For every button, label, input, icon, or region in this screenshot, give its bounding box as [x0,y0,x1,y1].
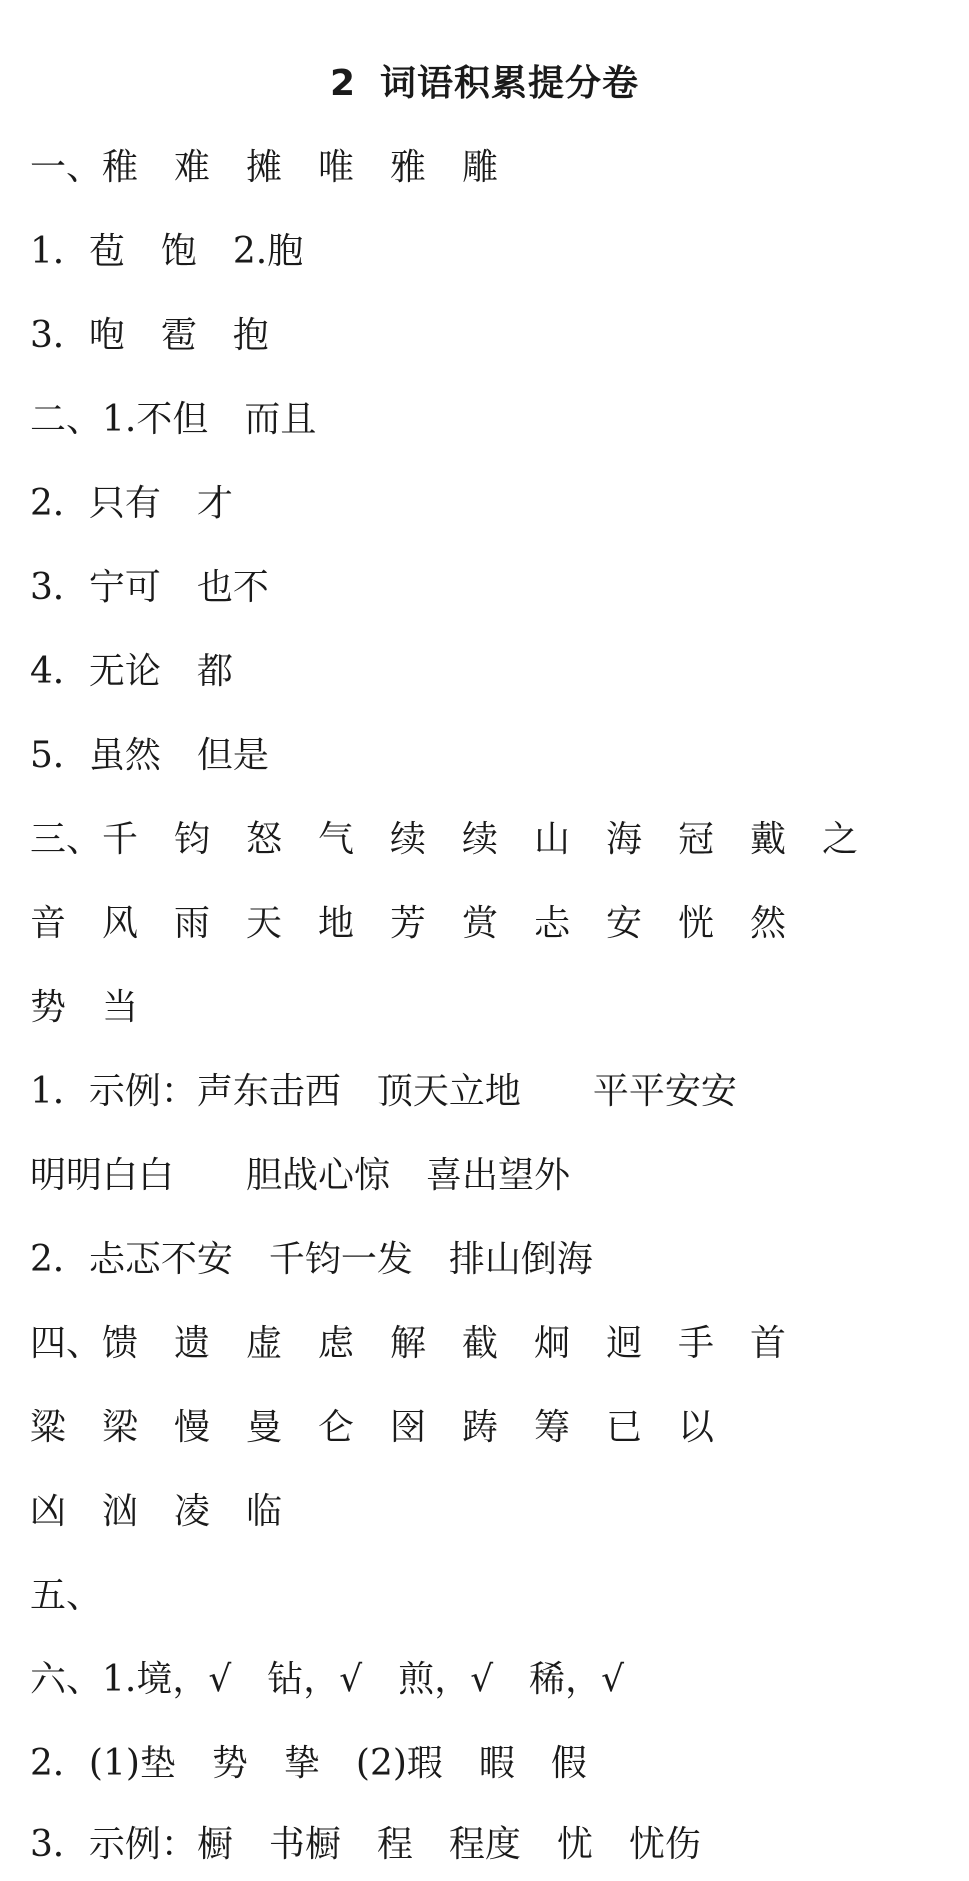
answer-line: 5．虽然 但是 [30,735,269,776]
answer-line: 凶 汹 凌 临 [30,1491,283,1532]
page-title [0,62,969,106]
answer-line: 3．咆 雹 抱 [30,315,269,356]
answer-line: 一、稚 难 摊 唯 雅 雕 [30,147,499,188]
answer-line: 四、馈 遗 虚 虑 解 截 炯 迥 手 首 [30,1323,787,1364]
answer-line: 六、1.境，√ 钻，√ 煎，√ 稀，√ [30,1659,625,1700]
title-number: 2 [329,63,357,104]
answer-line: 3．示例：橱 书橱 程 程度 忧 忧伤 [30,1824,701,1865]
answer-line: 明明白白 胆战心惊 喜出望外 [30,1155,571,1196]
answer-line: 2．只有 才 [30,483,233,524]
answer-line: 二、1.不但 而且 [30,399,317,440]
answer-line: 粱 梁 慢 曼 仑 囹 踌 筹 已 以 [30,1407,715,1448]
answer-line: 1．示例：声东击西 顶天立地 平平安安 [30,1071,737,1112]
answer-line: 3．宁可 也不 [30,567,269,608]
answer-line: 2．忐忑不安 千钧一发 排山倒海 [30,1239,593,1280]
answer-line: 4．无论 都 [30,651,233,692]
answer-line: 势 当 [30,987,139,1028]
title-text: 词语积累提分卷 [380,63,640,104]
answer-line: 音 风 雨 天 地 芳 赏 忐 安 恍 然 [30,903,787,944]
answer-line: 五、 [30,1575,103,1616]
answer-line: 1．苞 饱 2.胞 [30,231,304,272]
answer-line: 三、千 钧 怒 气 续 续 山 海 冠 戴 之 [30,819,859,860]
answer-line: 2．(1)垫 势 挚 (2)瑕 暇 假 [30,1743,587,1784]
